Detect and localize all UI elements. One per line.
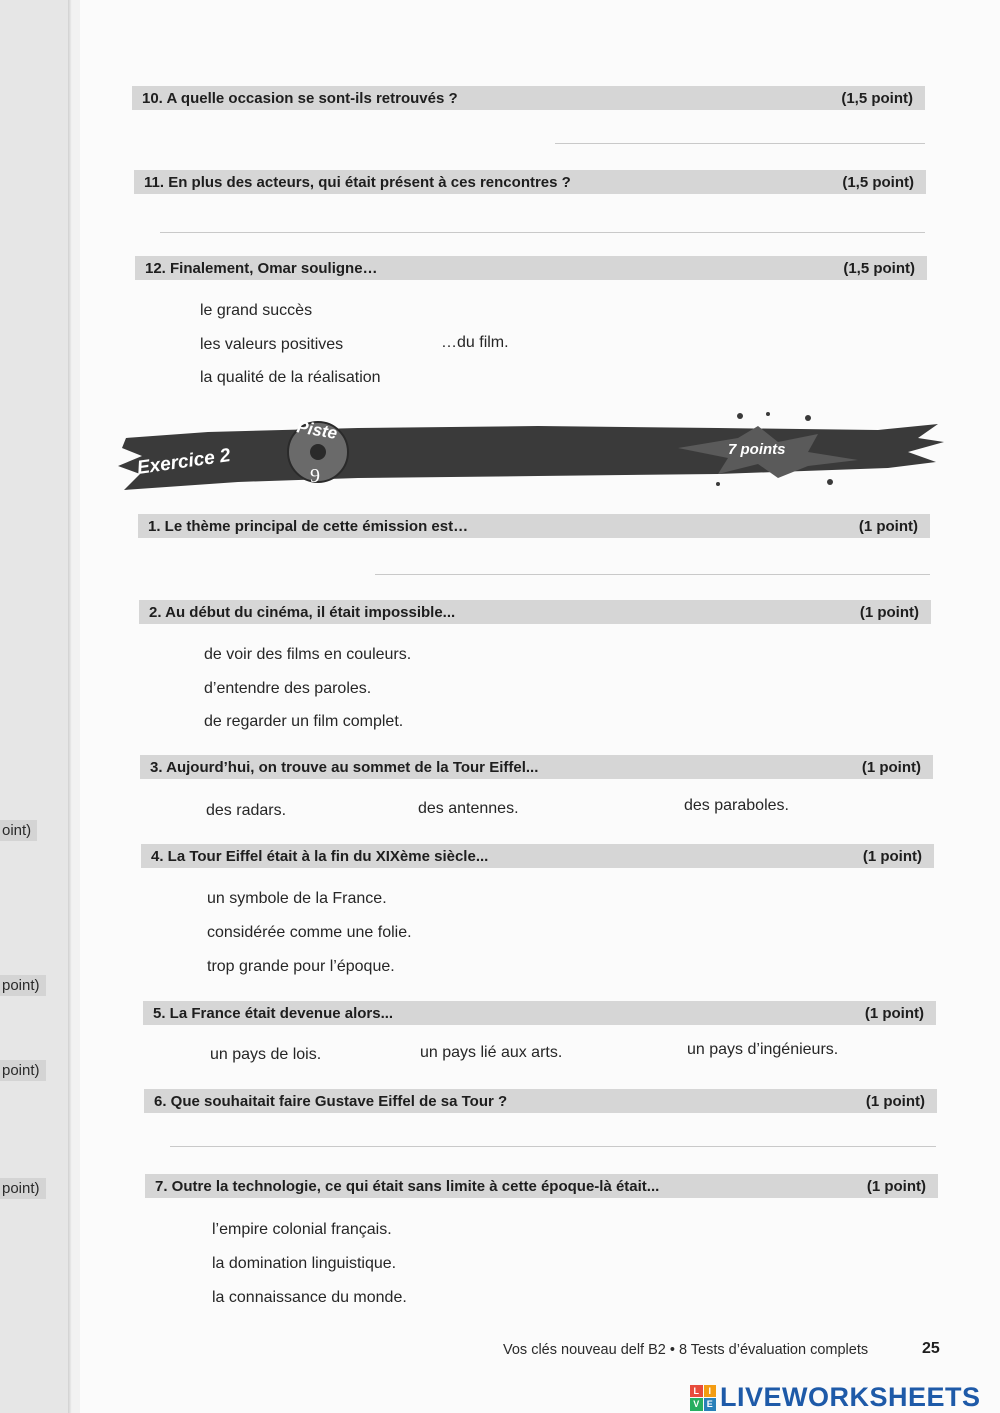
question-4-bar: [141, 844, 934, 868]
piste-number: 9: [310, 465, 320, 487]
liveworksheets-brand[interactable]: [690, 1382, 981, 1413]
left-fragment: oint): [0, 820, 37, 841]
question-2-bar: [139, 600, 931, 624]
q12-option[interactable]: les valeurs positives: [200, 336, 344, 353]
q7-option[interactable]: l’empire colonial français.: [212, 1221, 392, 1238]
q2-option[interactable]: de regarder un film complet.: [204, 713, 404, 730]
q3-option[interactable]: des paraboles.: [684, 797, 789, 814]
brand-name: LIVEWORKSHEETS: [720, 1382, 981, 1412]
exercise-points: 7 points: [728, 441, 786, 458]
question-text: 4. La Tour Eiffel était à la fin du XIXème siècle...: [151, 847, 489, 865]
question-points: (1,5 point): [843, 259, 915, 277]
q3-option[interactable]: des radars.: [206, 802, 287, 819]
question-text: 12. Finalement, Omar souligne…: [145, 259, 378, 277]
question-10-bar: [132, 86, 925, 110]
worksheet-page: [80, 0, 1000, 1413]
q7-option[interactable]: la connaissance du monde.: [212, 1289, 407, 1306]
question-text: 10. A quelle occasion se sont-ils retrouvés ?: [142, 89, 458, 107]
q2-option[interactable]: de voir des films en couleurs.: [204, 646, 412, 663]
q7-option[interactable]: la domination linguistique.: [212, 1255, 397, 1272]
question-5-bar: [143, 1001, 936, 1025]
question-1-bar: [138, 514, 930, 538]
q4-option[interactable]: considérée comme une folie.: [207, 924, 412, 941]
question-points: (1 point): [865, 1092, 925, 1110]
answer-line[interactable]: [170, 1146, 936, 1147]
question-points: (1 point): [859, 603, 919, 621]
exercise-banner: [118, 408, 948, 498]
page-number: 25: [922, 1340, 940, 1357]
answer-line[interactable]: [555, 143, 925, 144]
question-points: (1 point): [864, 1004, 924, 1022]
page-fold: [68, 0, 72, 1413]
answer-line[interactable]: [160, 232, 925, 233]
question-points: (1,5 point): [841, 89, 913, 107]
question-text: 1. Le thème principal de cette émission est…: [148, 517, 469, 535]
q2-option[interactable]: d’entendre des paroles.: [204, 680, 372, 697]
question-text: 3. Aujourd’hui, on trouve au sommet de la Tour Eiffel...: [150, 758, 539, 776]
question-6-bar: [144, 1089, 937, 1113]
question-text: 2. Au début du cinéma, il était impossible...: [149, 603, 456, 621]
left-fragment: point): [0, 975, 46, 996]
question-text: 5. La France était devenue alors...: [153, 1004, 394, 1022]
question-points: (1 point): [862, 847, 922, 865]
exercise-title: Exercice 2: [135, 445, 232, 479]
q5-option[interactable]: un pays d’ingénieurs.: [687, 1041, 839, 1058]
q4-option[interactable]: un symbole de la France.: [207, 890, 387, 907]
piste-label: Piste: [295, 417, 339, 443]
q3-option[interactable]: des antennes.: [418, 800, 519, 817]
question-7-bar: [145, 1174, 938, 1198]
q4-option[interactable]: trop grande pour l’époque.: [207, 958, 395, 975]
question-11-bar: [134, 170, 926, 194]
page-footer: Vos clés nouveau delf B2 • 8 Tests d’évaluation complets: [503, 1342, 869, 1358]
question-points: (1 point): [866, 1177, 926, 1195]
q5-option[interactable]: un pays de lois.: [210, 1046, 322, 1063]
question-points: (1 point): [861, 758, 921, 776]
q12-option[interactable]: la qualité de la réalisation: [200, 369, 381, 386]
question-12-bar: [135, 256, 927, 280]
answer-line[interactable]: [375, 574, 930, 575]
question-points: (1 point): [858, 517, 918, 535]
question-text: 6. Que souhaitait faire Gustave Eiffel de sa Tour ?: [154, 1092, 508, 1110]
left-fragment: point): [0, 1178, 46, 1199]
question-3-bar: [140, 755, 933, 779]
question-text: 11. En plus des acteurs, qui était présent à ces rencontres ?: [144, 173, 571, 191]
left-page-strip: [0, 0, 72, 1413]
question-points: (1,5 point): [842, 173, 914, 191]
left-fragment: point): [0, 1060, 46, 1081]
q12-suffix: …du film.: [441, 334, 509, 351]
question-text: 7. Outre la technologie, ce qui était sans limite à cette époque-là était...: [155, 1177, 660, 1195]
q12-option[interactable]: le grand succès: [200, 302, 313, 319]
liveworksheets-logo-icon: L I V E: [690, 1385, 716, 1411]
q5-option[interactable]: un pays lié aux arts.: [420, 1044, 563, 1061]
